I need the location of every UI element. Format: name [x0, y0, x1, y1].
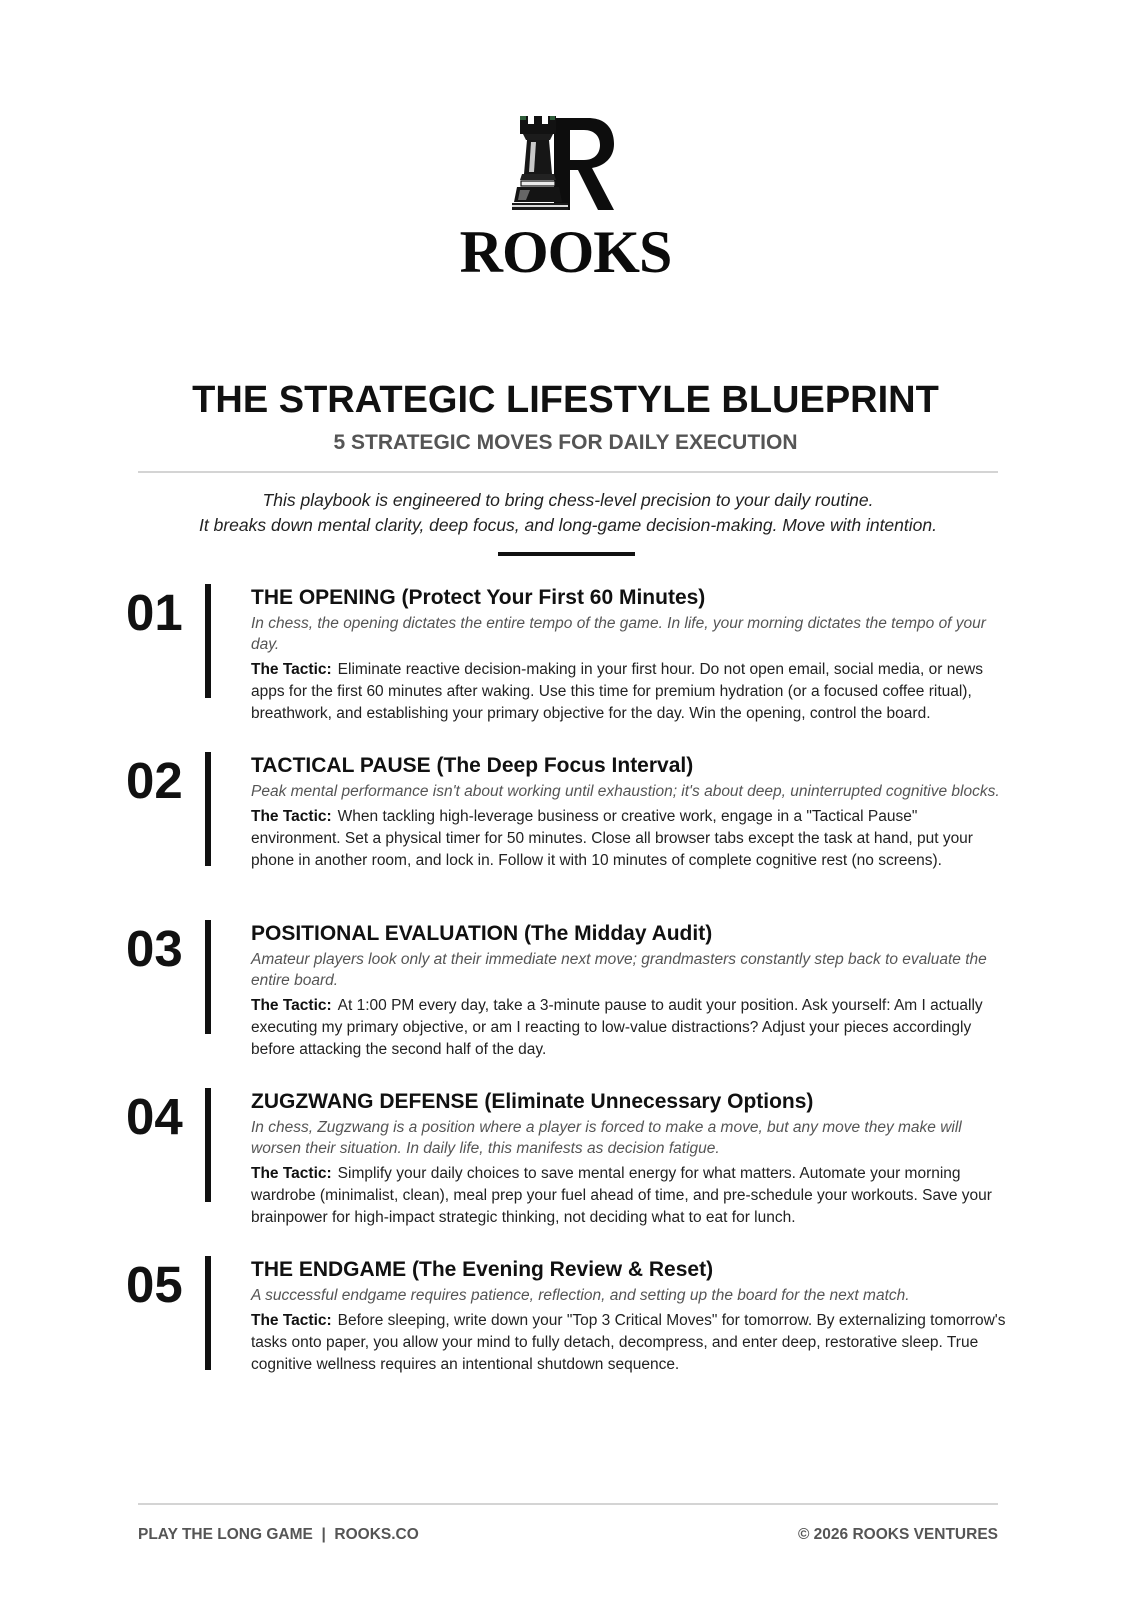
intro-line-1: This playbook is engineered to bring chess-level precision to your daily routine.: [262, 490, 874, 510]
move-body: [251, 920, 1011, 1061]
move-number: 05: [126, 1256, 183, 1313]
tactic-text: At 1:00 PM every day, take a 3-minute pause to audit your position. Ask yourself: Am I actually executing my primary objective, or am I reacting to low-value distractions? Adjust your pieces accordingly before attacking the second half of the day.: [251, 997, 983, 1058]
header-divider: [138, 471, 998, 473]
tactic-label: The Tactic:: [251, 1165, 332, 1182]
move-tactic: [251, 806, 1011, 872]
rooks-wordmark: ROOKS: [459, 219, 672, 285]
move-body: [251, 752, 1011, 872]
move-number: 02: [126, 752, 183, 809]
move-divider-bar: [205, 920, 211, 1034]
rook-chess-piece-icon: [510, 112, 622, 220]
move-quote: Amateur players look only at their immediate next move; grandmasters constantly step back to evaluate the entire board.: [251, 951, 987, 989]
move-body: [251, 1088, 1011, 1229]
move-heading: POSITIONAL EVALUATION (The Midday Audit): [251, 922, 713, 945]
move-quote: In chess, the opening dictates the entire tempo of the game. In life, your morning dictates the tempo of your day.: [251, 615, 986, 653]
move-divider-bar: [205, 1256, 211, 1370]
move-tactic: [251, 1163, 1011, 1229]
intro-accent-bar: [498, 552, 635, 556]
page-title: THE STRATEGIC LIFESTYLE BLUEPRINT: [192, 379, 939, 421]
move-heading: THE OPENING (Protect Your First 60 Minutes): [251, 586, 706, 609]
tactic-text: When tackling high-leverage business or creative work, engage in a "Tactical Pause" environment. Set a physical timer for 50 minutes. Close all browser tabs except the task at hand, put your phone in another room, and lock in. Follow it with 10 minutes of complete cognitive rest (no screens).: [251, 808, 973, 869]
move-divider-bar: [205, 752, 211, 866]
move-quote: A successful endgame requires patience, reflection, and setting up the board for the next match.: [251, 1287, 910, 1304]
move-tactic: [251, 1310, 1011, 1376]
tactic-label: The Tactic:: [251, 661, 332, 678]
intro-text: [138, 488, 998, 538]
rooks-logo: [0, 112, 1131, 285]
footer-tagline: [138, 1525, 419, 1545]
intro-line-2: It breaks down mental clarity, deep focus, and long-game decision-making. Move with intention.: [199, 515, 937, 535]
move-body: [251, 584, 1011, 725]
move-tactic: [251, 995, 1011, 1061]
move-heading: TACTICAL PAUSE (The Deep Focus Interval): [251, 754, 694, 777]
move-quote: Peak mental performance isn't about working until exhaustion; it's about deep, uninterrupted cognitive blocks.: [251, 783, 1000, 800]
move-quote: In chess, Zugzwang is a position where a player is forced to make a move, but any move they make will worsen their situation. In daily life, this manifests as decision fatigue.: [251, 1119, 962, 1157]
move-number: 04: [126, 1088, 183, 1145]
page-subtitle: 5 STRATEGIC MOVES FOR DAILY EXECUTION: [333, 431, 798, 454]
tactic-label: The Tactic:: [251, 997, 332, 1014]
move-divider-bar: [205, 1088, 211, 1202]
move-body: [251, 1256, 1011, 1376]
tactic-text: Eliminate reactive decision-making in your first hour. Do not open email, social media, or news apps for the first 60 minutes after waking. Use this time for premium hydration (or a focused coffee ritual), breathwork, and establishing your primary objective for the day. Win the opening, control the board.: [251, 661, 983, 722]
footer-divider: [138, 1503, 998, 1505]
move-heading: THE ENDGAME (The Evening Review & Reset): [251, 1258, 714, 1281]
move-tactic: [251, 659, 1011, 725]
tactic-text: Before sleeping, write down your "Top 3 Critical Moves" for tomorrow. By externalizing tomorrow's tasks onto paper, you allow your mind to fully detach, decompress, and enter deep, restorative sleep. True cognitive wellness requires an intentional shutdown sequence.: [251, 1312, 1006, 1373]
move-divider-bar: [205, 584, 211, 698]
tactic-label: The Tactic:: [251, 1312, 332, 1329]
move-number: 03: [126, 920, 183, 977]
move-number: 01: [126, 584, 183, 641]
tactic-label: The Tactic:: [251, 808, 332, 825]
footer-copyright: © 2026 ROOKS VENTURES: [797, 1526, 998, 1543]
tactic-text: Simplify your daily choices to save mental energy for what matters. Automate your morning wardrobe (minimalist, clean), meal prep your fuel ahead of time, and pre-schedule your workouts. Save your brainpower for high-impact strategic thinking, not deciding what to eat for lunch.: [251, 1165, 992, 1226]
move-heading: ZUGZWANG DEFENSE (Eliminate Unnecessary Options): [251, 1090, 814, 1113]
footer-left-text: PLAY THE LONG GAME | ROOKS.CO: [138, 1526, 419, 1543]
